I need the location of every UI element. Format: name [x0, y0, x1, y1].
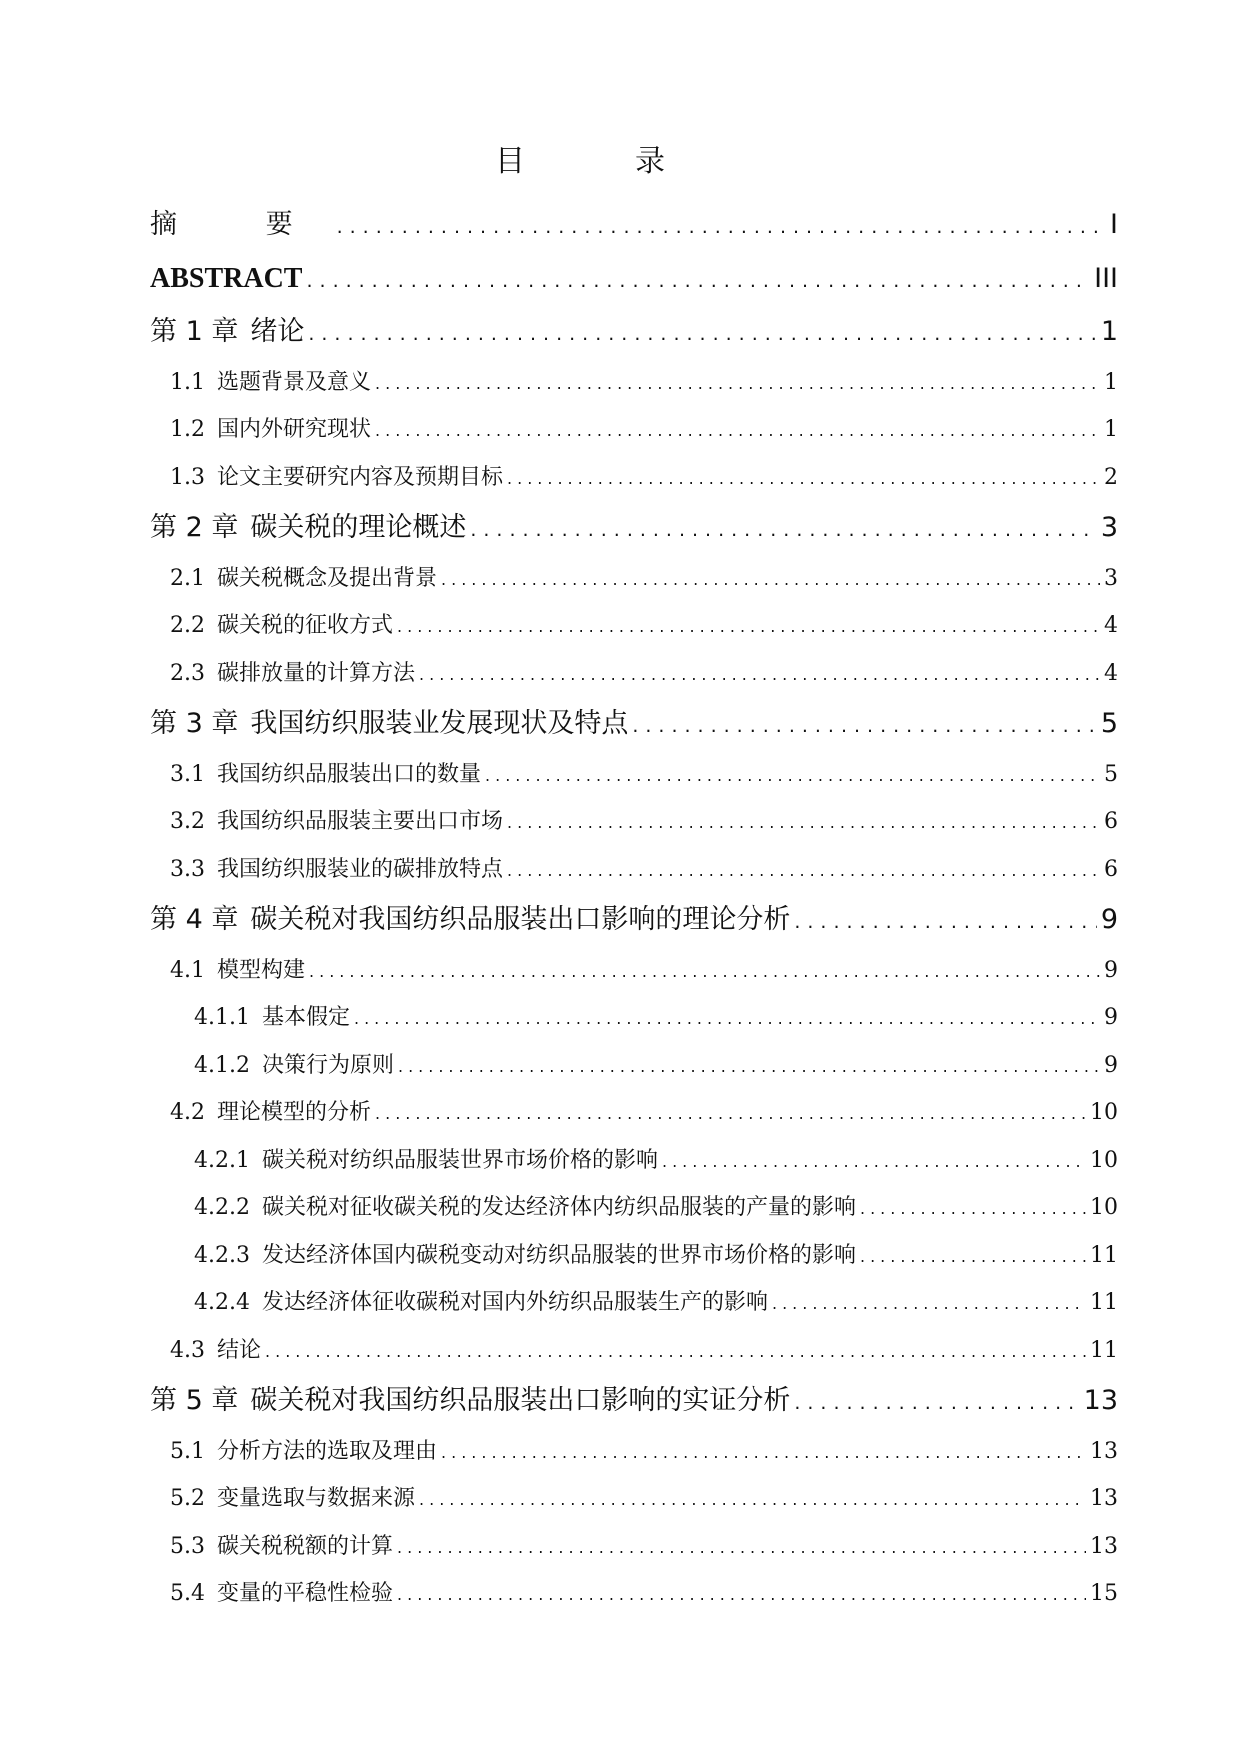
page-title: 目 录	[495, 144, 705, 179]
toc-page-number: 5	[1104, 761, 1118, 787]
toc-page-number: 11	[1090, 1290, 1118, 1315]
toc-entry-number: 5.2	[170, 1486, 205, 1511]
toc-leader-dots	[507, 455, 1100, 503]
toc-entry-number: 4.2.1	[194, 1147, 250, 1173]
toc-leader-dots	[375, 407, 1100, 455]
toc-entry-section[interactable]	[150, 555, 1118, 603]
toc-entry-title	[170, 846, 503, 894]
toc-entry-number: 3.3	[170, 856, 205, 882]
toc-entry-label: 发达经济体国内碳税变动对纺织品服装的世界市场价格的影响	[261, 1242, 856, 1268]
toc-leader-dots	[398, 1043, 1100, 1091]
toc-entry-number: 1.1	[170, 369, 205, 395]
toc-entry-section[interactable]	[150, 406, 1118, 454]
toc-leader-dots	[375, 1090, 1086, 1138]
toc-page-number: 13	[1083, 1385, 1118, 1416]
toc-entry-label: 国内外研究现状	[217, 417, 372, 442]
toc-leader-dots	[441, 1429, 1086, 1477]
toc-entry-number: 4.3	[170, 1337, 205, 1363]
toc-page-number: 2	[1104, 464, 1118, 490]
toc-entry-number: 2.3	[170, 660, 205, 686]
toc-entry-subsection[interactable]	[150, 1184, 1118, 1232]
toc-entry-label: 碳关税概念及提出背景	[217, 565, 438, 591]
toc-entry-label: 模型构建	[217, 957, 306, 983]
toc-entry-label: 绪论	[250, 316, 305, 347]
toc-entry-label: 碳关税对征收碳关税的发达经济体内纺织品服装的产量的影响	[261, 1195, 856, 1220]
toc-page-number: 10	[1090, 1100, 1118, 1125]
toc-page-number: 1	[1100, 316, 1118, 347]
toc-page-number: III	[1094, 262, 1118, 294]
toc-entry-title	[194, 1137, 658, 1185]
toc-entry-subsection[interactable]	[150, 994, 1118, 1042]
toc-entry-section[interactable]	[150, 650, 1118, 698]
toc-page-number: 9	[1104, 957, 1118, 983]
toc-entry-number: 第 1 章	[150, 316, 239, 347]
toc-leader-dots	[794, 896, 1096, 950]
toc-entry-section[interactable]	[150, 798, 1118, 846]
toc-entry-title	[170, 798, 503, 846]
toc-leader-dots	[507, 799, 1100, 847]
toc-entry-label: 发达经济体征收碳税对国内外纺织品服装生产的影响	[261, 1290, 768, 1315]
toc-entry-title	[150, 252, 302, 306]
toc-entry-label: 变量的平稳性检验	[217, 1581, 394, 1606]
toc-page-number: 9	[1104, 1005, 1118, 1030]
toc-entry-number: 第 4 章	[150, 904, 239, 935]
toc-page-number: 4	[1104, 613, 1118, 638]
toc-entry-subsection[interactable]	[150, 1279, 1118, 1327]
toc-page-number: 13	[1090, 1533, 1118, 1559]
toc-leader-dots	[375, 360, 1100, 408]
toc-page-number: 4	[1104, 660, 1118, 686]
toc-entry-label: 选题背景及意义	[217, 369, 372, 395]
toc-entry-label: 变量选取与数据来源	[217, 1486, 416, 1511]
toc-page-number: 1	[1104, 417, 1118, 442]
toc-leader-dots	[419, 651, 1100, 699]
toc-entry-number: 5.1	[170, 1438, 205, 1464]
toc-entry-label: 碳排放量的计算方法	[217, 660, 416, 686]
toc-page-number: 3	[1100, 512, 1118, 543]
toc-page-number: 9	[1104, 1052, 1118, 1078]
toc-entry-title	[170, 751, 481, 799]
toc-entry-section[interactable]	[150, 454, 1118, 502]
toc-entry-title	[170, 1475, 415, 1523]
toc-entry-number: 4.2	[170, 1100, 205, 1125]
toc-leader-dots	[265, 1328, 1086, 1376]
toc-leader-dots	[397, 1524, 1086, 1572]
toc-entry-label: 我国纺织品服装主要出口市场	[217, 809, 504, 834]
toc-entry-label: 我国纺织服装业发展现状及特点	[250, 708, 629, 739]
toc-entry-title	[194, 1184, 856, 1232]
toc-entry-title	[150, 305, 304, 359]
toc-entry-chapter[interactable]	[150, 501, 1118, 555]
toc-page-number: 9	[1100, 904, 1118, 935]
toc-entry-number: 1.2	[170, 417, 205, 442]
toc-entry-number: 4.2.2	[194, 1195, 250, 1220]
toc-page-number: 13	[1090, 1438, 1118, 1464]
toc-entry-title	[170, 947, 305, 995]
toc-leader-dots	[337, 201, 1106, 255]
toc-entry-title	[150, 501, 466, 555]
toc-page-number: 10	[1090, 1147, 1118, 1173]
toc-page-number: 6	[1104, 856, 1118, 882]
toc-page-number: 11	[1090, 1337, 1118, 1363]
toc-leader-dots	[507, 847, 1100, 895]
toc-entry-section[interactable]	[150, 1475, 1118, 1523]
toc-entry-title	[150, 198, 333, 252]
toc-entry-section[interactable]	[150, 359, 1118, 407]
toc-entry-title	[170, 1428, 437, 1476]
toc-entry-number: 4.2.3	[194, 1242, 250, 1268]
toc-page-number: 6	[1104, 809, 1118, 834]
toc-entry-section[interactable]	[150, 846, 1118, 894]
toc-entry-title	[150, 893, 790, 947]
toc-leader-dots	[860, 1233, 1086, 1281]
toc-entry-number: 5.4	[170, 1581, 205, 1606]
toc-entry-section[interactable]	[150, 751, 1118, 799]
toc-leader-dots	[441, 556, 1100, 604]
toc-page-number: 5	[1100, 708, 1118, 739]
toc-entry-label: 论文主要研究内容及预期目标	[217, 464, 504, 490]
toc-page-number: 10	[1090, 1195, 1118, 1220]
toc-leader-dots	[397, 1571, 1086, 1619]
toc-entry-chapter[interactable]	[150, 198, 1118, 252]
toc-entry-section[interactable]	[150, 1523, 1118, 1571]
toc-entry-number: 3.2	[170, 809, 205, 834]
toc-entry-label: 摘 要	[150, 209, 333, 240]
toc-entry-label: 分析方法的选取及理由	[217, 1438, 438, 1464]
toc-entry-number: 5.3	[170, 1533, 205, 1559]
toc-entry-label: 碳关税对纺织品服装世界市场价格的影响	[261, 1147, 658, 1173]
toc-entry-subsection[interactable]	[150, 1137, 1118, 1185]
toc-entry-title	[150, 1374, 790, 1428]
toc-leader-dots	[397, 603, 1100, 651]
toc-entry-label: 碳关税税额的计算	[217, 1533, 394, 1559]
toc-leader-dots	[470, 504, 1096, 558]
toc-entry-title	[170, 1523, 393, 1571]
toc-entry-number: 4.1.1	[194, 1005, 250, 1030]
toc-entry-number: 2.2	[170, 613, 205, 638]
toc-leader-dots	[308, 308, 1096, 362]
toc-page-number: 13	[1090, 1486, 1118, 1511]
toc-entry-number: 3.1	[170, 761, 205, 787]
toc-entry-title	[170, 602, 393, 650]
toc-entry-number: 1.3	[170, 464, 205, 490]
toc-entry-label: ABSTRACT	[150, 262, 303, 294]
toc-entry-section[interactable]	[150, 1089, 1118, 1137]
toc-entry-label: 碳关税对我国纺织品服装出口影响的实证分析	[250, 1385, 791, 1416]
toc-entry-title	[170, 555, 437, 603]
toc-page-number: 3	[1104, 565, 1118, 591]
toc-leader-dots	[485, 752, 1100, 800]
toc-leader-dots	[354, 995, 1100, 1043]
toc-entry-title	[170, 650, 415, 698]
toc-entry-chapter[interactable]	[150, 893, 1118, 947]
toc-entry-number: 第 2 章	[150, 512, 239, 543]
toc-entry-title	[194, 994, 350, 1042]
toc-entry-title	[170, 1570, 393, 1618]
toc-leader-dots	[632, 700, 1096, 754]
toc-entry-section[interactable]	[150, 1428, 1118, 1476]
toc-page-number: I	[1110, 209, 1118, 240]
table-of-contents	[150, 198, 1118, 1618]
toc-entry-chapter[interactable]	[150, 1374, 1118, 1428]
toc-entry-chapter[interactable]	[150, 697, 1118, 751]
toc-entry-label: 碳关税的理论概述	[250, 512, 467, 543]
toc-entry-subsection[interactable]	[150, 1042, 1118, 1090]
toc-entry-title	[170, 1327, 261, 1375]
toc-entry-label: 碳关税的征收方式	[217, 613, 394, 638]
toc-page-number: 11	[1090, 1242, 1118, 1268]
toc-leader-dots	[419, 1476, 1086, 1524]
toc-entry-section[interactable]	[150, 1327, 1118, 1375]
toc-entry-number: 第 3 章	[150, 708, 239, 739]
toc-entry-section[interactable]	[150, 947, 1118, 995]
toc-leader-dots	[662, 1138, 1086, 1186]
toc-entry-number: 2.1	[170, 565, 205, 591]
toc-leader-dots	[309, 948, 1100, 996]
toc-entry-number: 4.1	[170, 957, 205, 983]
toc-entry-title	[170, 406, 371, 454]
toc-leader-dots	[306, 255, 1090, 309]
toc-entry-label: 我国纺织服装业的碳排放特点	[217, 856, 504, 882]
toc-entry-title	[194, 1232, 856, 1280]
toc-entry-chapter[interactable]	[150, 252, 1118, 306]
toc-entry-number: 4.2.4	[194, 1290, 250, 1315]
toc-entry-label: 碳关税对我国纺织品服装出口影响的理论分析	[250, 904, 791, 935]
toc-entry-label: 理论模型的分析	[217, 1100, 372, 1125]
toc-entry-subsection[interactable]	[150, 1232, 1118, 1280]
toc-page-number: 15	[1090, 1581, 1118, 1606]
toc-entry-title	[194, 1042, 394, 1090]
toc-entry-label: 结论	[217, 1337, 262, 1363]
toc-entry-section[interactable]	[150, 1570, 1118, 1618]
toc-entry-title	[170, 359, 371, 407]
toc-leader-dots	[772, 1280, 1086, 1328]
toc-leader-dots	[860, 1185, 1086, 1233]
toc-entry-section[interactable]	[150, 602, 1118, 650]
toc-leader-dots	[794, 1377, 1079, 1431]
toc-entry-label: 决策行为原则	[261, 1052, 394, 1078]
toc-entry-title	[170, 1089, 371, 1137]
toc-entry-label: 我国纺织品服装出口的数量	[217, 761, 482, 787]
toc-entry-chapter[interactable]	[150, 305, 1118, 359]
toc-entry-title	[170, 454, 503, 502]
toc-entry-label: 基本假定	[261, 1005, 350, 1030]
toc-page-number: 1	[1104, 369, 1118, 395]
toc-entry-title	[194, 1279, 768, 1327]
toc-entry-title	[150, 697, 628, 751]
toc-entry-number: 第 5 章	[150, 1385, 239, 1416]
toc-entry-number: 4.1.2	[194, 1052, 250, 1078]
